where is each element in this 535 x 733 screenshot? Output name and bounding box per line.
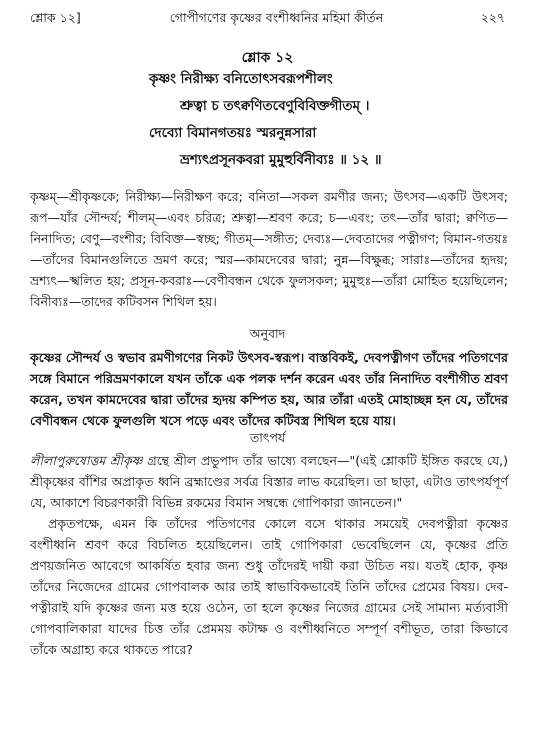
header-page-number: ২২৭: [480, 10, 505, 25]
translation-heading: অনুবাদ: [249, 326, 286, 341]
verse-line: কৃষ্ণং নিরীক্ষ্য বনিতোৎসবরূপশীলং: [149, 71, 333, 87]
header-verse-ref: শ্লোক ১২]: [30, 10, 81, 25]
word-synonyms: [30, 186, 508, 312]
verse-line: শ্রুত্বা চ তৎক্বণিতবেণুবিবিক্তগীতম্ ।: [180, 98, 370, 114]
verse-line: দেব্যো বিমানগতয়ঃ স্মরনুন্নসারা: [149, 125, 317, 141]
translation-paragraph: কৃষ্ণের সৌন্দর্য ও স্বভাব রমণীগণের নিকট উৎসব-স্বরূপ। বাস্তবিকই, দেবপত্নীগণ তাঁদের পতিগণের সঙ্গে বিমানে পরিভ্রমণকালে যখন তাঁকে এক পলক দর্শন করেন এবং তাঁর নিনাদিত বংশীগীত শ্রবণ করেন, তখন কামদেবের দ্বারা তাঁদের হৃদয় কম্পিত হয়, আর তাঁরা এতই মোহাচ্ছন্ন হন যে, তাঁদের বেণীবন্ধন থেকে ফুলগুলি খসে পড়ে এবং তাঁদের কটিবস্ত্র শিথিল হয়ে যায়।: [30, 350, 508, 428]
purport-body: [30, 450, 508, 660]
book-title-reference: লীলাপুরুষোত্তম শ্রীকৃষ্ণ: [30, 453, 143, 468]
header-chapter-title: গোপীগণের কৃষ্ণের বংশীধ্বনির মহিমা কীর্তন: [169, 10, 384, 25]
purport-paragraph-1: [30, 450, 508, 513]
synonyms-paragraph: কৃষ্ণম্—শ্রীকৃষ্ণকে; নিরীক্ষ্য—নিরীক্ষণ করে; বনিতা—সকল রমণীর জন্য; উৎসব—একটি উৎসব; রূপ—যাঁর সৌন্দর্য; শীলম্—এবং চরিত্র; শ্রুত্বা—শ্রবণ করে; চ—এবং; তৎ—তাঁর দ্বারা; ক্বণিত—নিনাদিত; বেণু—বংশীর; বিবিক্ত—স্বচ্ছ; গীতম্—সঙ্গীত; দেব্যঃ—দেবতাদের পত্নীগণ; বিমান-গতয়ঃ—তাঁদের বিমানগুলিতে ভ্রমণ করে; স্মর—কামদেবের দ্বারা; নুন্ন—বিক্ষুব্ধ; সারাঃ—তাঁদের হৃদয়; ভ্রশ্যৎ—স্খলিত হয়; প্রসূন-কবরাঃ—বেণীবন্ধন থেকে ফুলসকল; মুমুহুঃ—তাঁরা মোহিত হয়েছিলেন; বিনীব্যঃ—তাদের কটিবসন শিথিল হয়।: [30, 189, 508, 309]
purport-heading: তাৎপর্য: [249, 430, 286, 445]
purport-paragraph-2: প্রকৃতপক্ষে, এমন কি তাঁদের পতিগণের কোলে বসে থাকার সময়েই দেবপত্নীরা কৃষ্ণের বংশীধ্বনি শ্রবণ করে বিচলিত হয়েছিলেন। তাই গোপিকারা ভেবেছিলেন যে, কৃষ্ণের প্রতি প্রণয়জনিত আবেগে আকর্ষিত হবার জন্য শুধু তাঁদেরই দায়ী করা উচিত নয়। যতই হোক, কৃষ্ণ তাঁদের নিজেদের গ্রামের গোপবালক আর তাই স্বাভাবিকভাবেই তিনি তাঁদের প্রেমের বিষয়। দেব-পত্নীরাই যদি কৃষ্ণের জন্য মত্ত হয়ে ওঠেন, তা হলে কৃষ্ণের নিজের গ্রামের সেই সামান্য মর্ত্যবাসী গোপবালিকারা যাদের চিত্ত তাঁর প্রেমময় কটাক্ষ ও বংশীধ্বনিতে সম্পূর্ণ বশীভূত, তারা কিভাবে তাঁকে অগ্রাহ্য করে থাকতে পারে?: [30, 516, 508, 657]
purport-paragraph-1-text: গ্রন্থে শ্রীল প্রভুপাদ তাঁর ভাষ্যে বলছেন—"(এই শ্লোকটি ইঙ্গিত করছে যে,) শ্রীকৃষ্ণের বাঁশির অপ্রাকৃত ধ্বনি ব্রহ্মাণ্ডের সর্বত্র বিস্তার লাভ করেছিল। তা ছাড়া, এটাও তাৎপর্যপূর্ণ যে, আকাশে বিচরণকারী বিভিন্ন রকমের বিমান সম্বন্ধে গোপিকারা জানতেন।": [30, 453, 508, 510]
verse-number: শ্লোক ১২: [241, 50, 294, 66]
page-header: [30, 10, 505, 30]
verse-line: ভ্রশ্যৎপ্রসূনকবরা মুমুহুর্বিনীব্যঃ ॥ ১২ ॥: [180, 152, 382, 168]
